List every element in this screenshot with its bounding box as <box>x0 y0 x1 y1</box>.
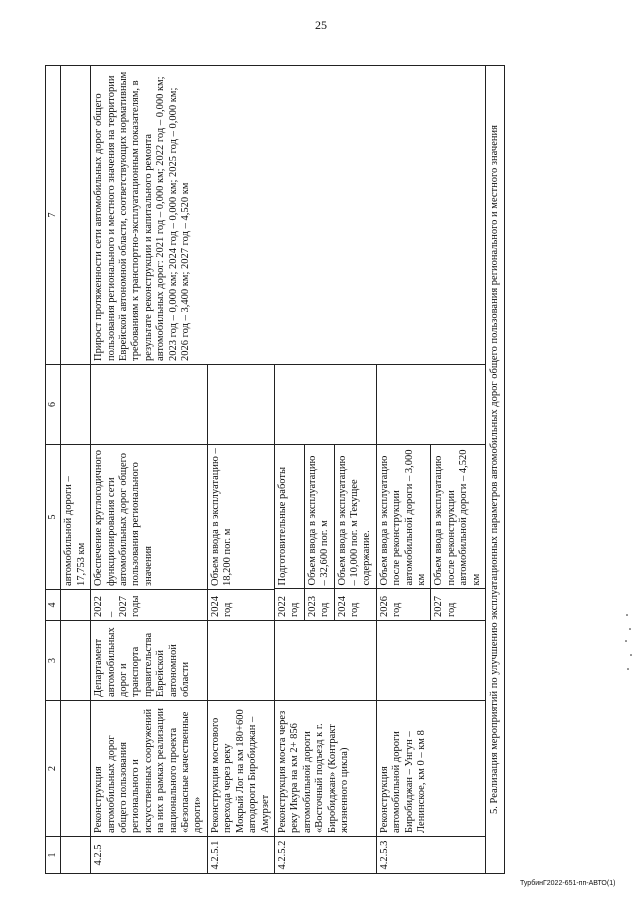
col-header-5: 5 <box>46 445 61 590</box>
list-item <box>377 445 431 620</box>
year-cell: 2024 год <box>207 590 274 621</box>
measure-name: Реконструкция автомобильной дороги Биробиджан – Унгун – Ленинское, км 0 – км 8 <box>376 701 485 837</box>
item-text: Объем ввода в эксплуатацию после реконструкции автомобильной дороги – 4,520 км <box>433 449 482 586</box>
col-header-7: 7 <box>46 66 61 365</box>
period: 2022 – 2027 годы <box>91 590 208 621</box>
year-cell: 2022 год <box>275 589 304 620</box>
rotated-table-container <box>45 66 605 874</box>
row-number: 4.2.5.3 <box>376 837 485 874</box>
year-cell: 2026 год <box>377 589 431 620</box>
col-header-4: 4 <box>46 590 61 621</box>
item-text: Объем ввода в эксплуатацию после реконструкции автомобильной дороги – 3,000 км <box>377 445 431 589</box>
col-header-2: 2 <box>46 701 61 837</box>
executor: Департамент автомобильных дорог и транспорта правительства Еврейской автономной области <box>91 621 208 701</box>
col-header-6: 6 <box>46 365 61 445</box>
year-cell: 2027 год <box>431 589 485 620</box>
item-text: Объем ввода в эксплуатацию – 18,200 пог. м <box>207 445 274 590</box>
list-item <box>431 445 485 620</box>
col-header-1: 1 <box>46 837 61 874</box>
measure-name: Реконструкция мостового перехода через реку Мокрый Лог на км 180+600 автодороги Биробиджан – Амурзет <box>207 701 274 837</box>
row-number: 4.2.5.2 <box>274 837 376 874</box>
indicator-prev: автомобильной дороги – 17,753 км <box>61 445 91 590</box>
measures-table <box>45 65 505 874</box>
list-item <box>275 445 304 620</box>
document-code: ТурбинГ2022-651-пп-АВТО(1) <box>520 880 616 887</box>
list-item <box>334 445 376 620</box>
measure-name: Реконструкция автомобильных дорог общего пользования регионального и искусственных сооружений на них в рамках реализации национального проекта «Безопасные качественные дороги» <box>91 701 208 837</box>
header-row <box>46 66 61 874</box>
row-number: 4.2.5 <box>91 837 208 874</box>
page-number: 25 <box>315 18 327 32</box>
year-cell: 2024 год <box>334 589 376 620</box>
item-text: Объем ввода в эксплуатацию – 10,000 пог. м Текущее содержание. <box>336 455 373 586</box>
year-cell: 2023 год <box>304 589 334 620</box>
row-number: 4.2.5.1 <box>207 837 274 874</box>
measure-name: Реконструкция моста через реку Икура на км 2+ 856 автомобильной дороги «Восточный подъезд к г. Биробиджан» (Контракт жизненного цикла) <box>274 701 376 837</box>
item-text: Подготовительные работы <box>275 445 304 589</box>
list-item <box>304 445 334 620</box>
scan-noise <box>624 610 634 680</box>
table-row-4-2-5 <box>91 66 208 874</box>
item-text: Объем ввода в эксплуатацию – 32,600 пог. м <box>304 445 334 589</box>
section-5-row <box>486 66 505 874</box>
section-title: 5. Реализация мероприятий по улучшению эксплуатационных параметров автомобильных дорог общего пользования регионального и местного значения <box>486 66 505 874</box>
col-header-3: 3 <box>46 621 61 701</box>
table-row-continuation <box>61 66 91 874</box>
indicator: Обеспечение круглогодичного функционирования сети автомобильных дорог общего пользования регионального значения <box>91 445 208 590</box>
expected-result: Прирост протяженности сети автомобильных дорог общего пользования регионального и местного значения на территории Еврейской автономной области, соответствующих нормативным требованиям к транспортно-эксплуатационным показателям, в результате реконструкции и капитального ремонта автомобильных дорог: 2021 год – 0,000 км; 2022 год – 0,000 км; 2023 год – 0,000 км; 2024 год – 0,000 км; 2025 год – 0,000 км; 2026 год – 3,400 км; 2027 год – 4,520 км <box>91 66 486 365</box>
